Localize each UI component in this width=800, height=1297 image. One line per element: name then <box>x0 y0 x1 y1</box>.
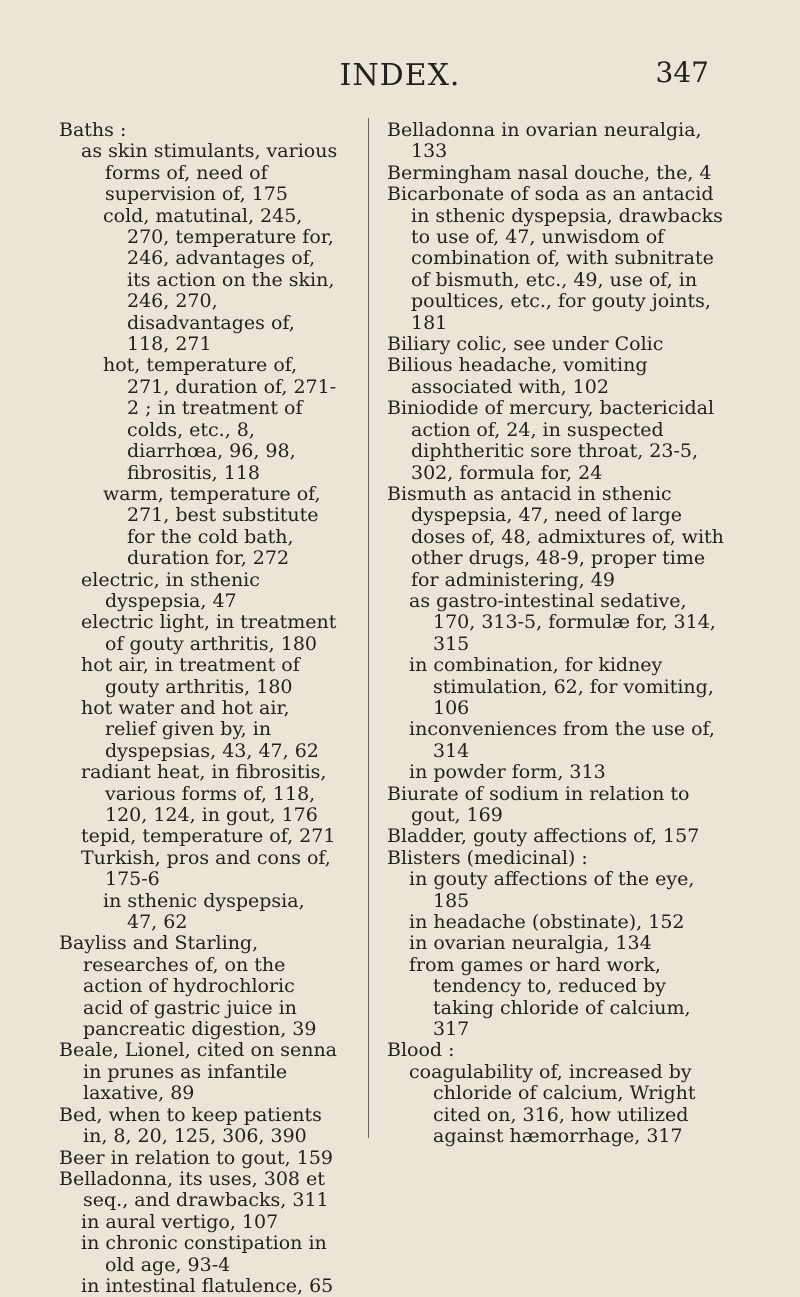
index-entry: as skin stimulants, various forms of, need of supervision of, 175 <box>81 140 338 206</box>
page-number: 347 <box>655 56 709 89</box>
index-entry: Biniodide of mercury, bactericidal action of, 24, in suspected diphtheritic sore throat, 23-5, 302, formula for, 24 <box>387 397 715 484</box>
index-entry: Belladonna, its uses, 308 et seq., and drawbacks, 311 <box>59 1167 329 1212</box>
index-entry: in aural vertigo, 107 <box>81 1210 279 1233</box>
index-entry: Beale, Lionel, cited on senna in prunes as infantile laxative, 89 <box>59 1039 338 1105</box>
index-entry: Bicarbonate of soda as an antacid in sthenic dyspepsia, drawbacks to use of, 47, unwisdom of combination of, with subnitrate of bismuth, etc., 49, use of, in poultices, etc., for gouty joints, 181 <box>387 183 723 334</box>
index-entry: in intestinal flatulence, 65 <box>81 1274 334 1297</box>
index-entry: in chronic constipation in old age, 93-4 <box>81 1232 327 1276</box>
index-entry: tepid, temperature of, 271 <box>81 825 336 848</box>
index-entry: Bed, when to keep patients in, 8, 20, 125, 306, 390 <box>59 1103 322 1148</box>
index-entry: radiant heat, in fibrositis, various forms of, 118, 120, 124, in gout, 176 <box>81 761 327 826</box>
index-entry: electric light, in treatment of gouty arthritis, 180 <box>81 611 337 655</box>
index-entry: in sthenic dyspepsia, 47, 62 <box>103 889 305 934</box>
index-entry: Belladonna in ovarian neuralgia, 133 <box>387 119 702 163</box>
index-entry: Bayliss and Starling, researches of, on the action of hydrochloric acid of gastric juice in pancreatic digestion, 39 <box>59 932 317 1041</box>
index-entry: as gastro-intestinal sedative, 170, 313-5, formulæ for, 314, 315 <box>409 589 716 655</box>
left-column <box>59 120 339 1297</box>
index-entry: Bismuth as antacid in sthenic dyspepsia, 47, need of large doses of, 48, admixtures of, with other drugs, 48-9, proper time for administering, 49 <box>387 482 724 591</box>
index-entry: in powder form, 313 <box>409 761 606 784</box>
column-divider <box>368 118 369 1138</box>
index-entry: inconveniences from the use of, 314 <box>409 718 715 762</box>
index-entry: hot water and hot air, relief given by, in dyspepsias, 43, 47, 62 <box>81 696 319 762</box>
index-entry: Bermingham nasal douche, the, 4 <box>387 161 712 184</box>
index-entry: Biliary colic, see under Colic <box>387 333 664 356</box>
index-entry: in headache (obstinate), 152 <box>409 911 685 934</box>
index-entry: in combination, for kidney stimulation, 62, for vomiting, 106 <box>409 654 714 719</box>
index-entry: cold, matutinal, 245, 270, temperature for, 246, advantages of, its action on the skin, 246, 270, disadvantages of, 118, 271 <box>103 204 335 356</box>
index-entry: warm, temperature of, 271, best substitute for the cold bath, duration for, 272 <box>103 482 321 570</box>
index-entry: Blisters (medicinal) : <box>387 846 588 869</box>
index-entry: electric, in sthenic dyspepsia, 47 <box>81 568 260 612</box>
index-entry: Turkish, pros and cons of, 175-6 <box>81 846 331 891</box>
page-title: INDEX. <box>339 58 461 93</box>
index-entry: hot air, in treatment of gouty arthritis, 180 <box>81 654 300 698</box>
index-entry: Baths : <box>59 119 127 141</box>
index-entry: from games or hard work, tendency to, reduced by taking chloride of calcium, 317 <box>409 953 691 1041</box>
index-entry: Blood : <box>387 1039 455 1062</box>
index-entry: Biurate of sodium in relation to gout, 169 <box>387 782 690 826</box>
index-entry: Beer in relation to gout, 159 <box>59 1146 334 1169</box>
index-entry: hot, temperature of, 271, duration of, 271-2 ; in treatment of colds, etc., 8, diarrhœa, 96, 98, fibrositis, 118 <box>103 354 337 484</box>
index-entry: Bladder, gouty affections of, 157 <box>387 825 700 848</box>
index-entry: Bilious headache, vomiting associated with, 102 <box>387 354 648 398</box>
right-column <box>387 120 727 1148</box>
page-header <box>0 58 800 98</box>
index-entry: in gouty affections of the eye, 185 <box>409 868 695 912</box>
index-entry: coagulability of, increased by chloride of calcium, Wright cited on, 316, how utilized against hæmorrhage, 317 <box>409 1060 696 1148</box>
index-entry: in ovarian neuralgia, 134 <box>409 932 652 955</box>
